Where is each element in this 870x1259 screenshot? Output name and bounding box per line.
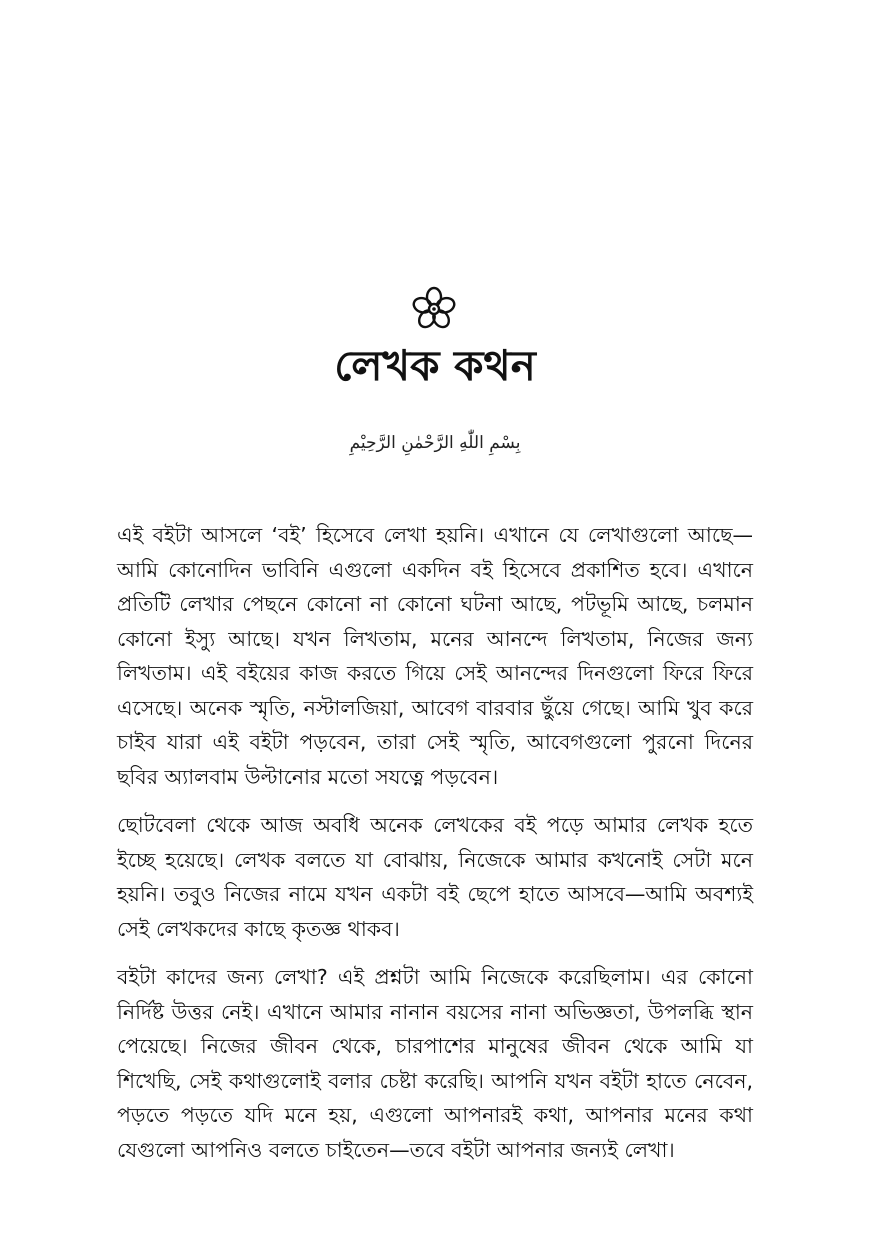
chapter-title: লেখক কথন [334,341,536,390]
bismillah-calligraphy: بِسْمِ اللّٰهِ الرَّحْمٰنِ الرَّحِيْمِ [349,433,521,453]
body-paragraph: বইটা কাদের জন্য লেখা? এই প্রশ্নটা আমি নিজেকে করেছিলাম। এর কোনো নির্দিষ্ট উত্তর নেই। এখানে আমার নানান বয়সের নানা অভিজ্ঞতা, উপলব্ধি স্থান পেয়েছে। নিজের জীবন থেকে, চারপাশের মানুষের জীবন থেকে আমি যা শিখেছি, সেই কথাগুলোই বলার চেষ্টা করেছি। আপনি যখন বইটা হাতে নেবেন, পড়তে পড়তে যদি মনে হয়, এগুলো আপনারই কথা, আপনার মনের কথা যেগুলো আপনিও বলতে চাইতেন—তবে বইটা আপনার জন্যই লেখা। [117,965,753,1162]
body-paragraph: ছোটবেলা থেকে আজ অবধি অনেক লেখকের বই পড়ে আমার লেখক হতে ইচ্ছে হয়েছে। লেখক বলতে যা বোঝায়, নিজেকে আমার কখনোই সেটা মনে হয়নি। তবুও নিজের নামে যখন একটা বই ছেপে হাতে আসবে—আমি অবশ্যই সেই লেখকদের কাছে কৃতজ্ঞ থাকব। [117,813,753,941]
flower-icon [410,285,458,333]
chapter-body [117,518,753,1181]
body-paragraph: এই বইটা আসলে ‘বই’ হিসেবে লেখা হয়নি। এখানে যে লেখাগুলো আছে—আমি কোনোদিন ভাবিনি এগুলো একদিন বই হিসেবে প্রকাশিত হবে। এখানে প্রতিটি লেখার পেছনে কোনো না কোনো ঘটনা আছে, পটভূমি আছে, চলমান কোনো ইস্যু আছে। যখন লিখতাম, মনের আনন্দে লিখতাম, নিজের জন্য লিখতাম। এই বইয়ের কাজ করতে গিয়ে সেই আনন্দের দিনগুলো ফিরে ফিরে এসেছে। অনেক স্মৃতি, নস্টালজিয়া, আবেগ বারবার ছুঁয়ে গেছে। আমি খুব করে চাইব যারা এই বইটা পড়বেন, তারা সেই স্মৃতি, আবেগগুলো পুরনো দিনের ছবির অ্যালবাম উল্টানোর মতো সযত্নে পড়বেন। [117,523,753,789]
